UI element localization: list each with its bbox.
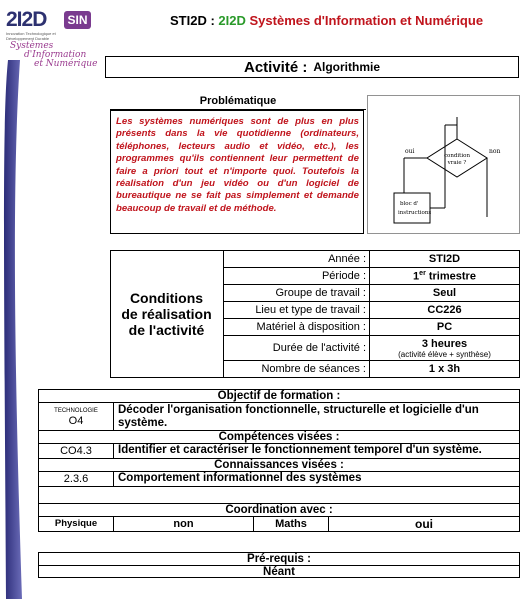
activity-label: Activité : <box>243 58 308 76</box>
title-sin: Systèmes d'Information et Numérique <box>249 13 484 28</box>
prerequisites-value: Néant <box>38 565 520 578</box>
logo-2i2d: 2I2D <box>6 8 47 31</box>
logo <box>6 8 110 70</box>
problem-title: Problématique <box>110 95 366 110</box>
condition-row-period: Période : 1er trimestre <box>224 268 520 285</box>
objective-header: Objectif de formation : <box>38 389 520 402</box>
coordination-value-1: non <box>114 517 254 531</box>
objective-code-small: TECHNOLOGIE <box>54 408 98 414</box>
skills-text: Identifier et caractériser le fonctionnement temporel d'un système. <box>118 444 482 456</box>
conditions-table <box>223 250 520 378</box>
knowledge-row <box>38 471 520 486</box>
conditions-title-1: Conditions <box>129 290 204 306</box>
problem-text: Les systèmes numériques sont de plus en plus présents dans la vie quotidienne (ordinateurs, téléphones, lecteurs audio et vidéo, etc.), les programmes qu'ils contiennent leur permettent de faire a priori tout et n'importe quoi. Toutefois la réalisation d'un jeu vidéo ou d'un logiciel de bureautique ne se fait pas simplement et demande beaucoup de travail et de méthode. <box>110 110 364 234</box>
diagram-no: non <box>489 148 501 155</box>
conditions-title <box>110 250 223 378</box>
logo-script-2: d'Information <box>24 50 87 60</box>
objective-code: O4 <box>68 415 84 427</box>
diagram-block-2: instructions <box>398 210 432 216</box>
conditions-title-3: de l'activité <box>128 322 205 338</box>
knowledge-text: Comportement informationnel des systèmes <box>118 472 362 484</box>
objective-text: Décoder l'organisation fonctionnelle, structurelle et logicielle d'un système. <box>118 404 479 429</box>
diagram-condition-2: vraie ? <box>447 160 467 166</box>
coordination-header: Coordination avec : <box>38 503 520 516</box>
empty-row <box>38 486 520 503</box>
title-sti2d: STI2D : <box>170 13 215 28</box>
skills-header: Compétences visées : <box>38 430 520 443</box>
condition-row-duration: Durée de l'activité : 3 heures (activité élève + synthèse) <box>224 336 520 361</box>
skills-code: CO4.3 <box>39 444 114 458</box>
skills-row <box>38 443 520 458</box>
prerequisites-block <box>38 552 520 578</box>
objective-row <box>38 402 520 430</box>
condition-row-place: Lieu et type de travail : CC226 <box>224 302 520 319</box>
title-i2d: 2I2D <box>218 13 246 28</box>
activity-name: Algorithmie <box>313 60 381 74</box>
prerequisites-header: Pré-requis : <box>38 552 520 565</box>
logo-script-1: Systèmes <box>10 41 54 51</box>
activity-banner <box>105 56 519 78</box>
coordination-subject-2: Maths <box>254 517 329 531</box>
condition-row-material: Matériel à disposition : PC <box>224 319 520 336</box>
coordination-subject-1: Physique <box>39 517 114 531</box>
condition-row-group: Groupe de travail : Seul <box>224 285 520 302</box>
diagram-block-1: bloc d' <box>400 201 419 207</box>
knowledge-code: 2.3.6 <box>39 472 114 486</box>
objectives-block <box>38 389 520 532</box>
logo-script-3: et Numérique <box>34 59 98 69</box>
condition-row-sessions: Nombre de séances : 1 x 3h <box>224 361 520 378</box>
logo-sin: SIN <box>64 11 91 29</box>
coordination-value-2: oui <box>415 517 433 531</box>
diagram-yes: oui <box>405 148 415 155</box>
conditions-title-2: de réalisation <box>121 306 212 322</box>
knowledge-header: Connaissances visées : <box>38 458 520 471</box>
condition-row-year: Année : STI2D <box>224 251 520 268</box>
page-title <box>170 13 483 28</box>
flowchart-diagram <box>367 95 520 234</box>
coordination-row <box>38 516 520 532</box>
logo-tagline: Innovation Technologique et Développement Durable <box>6 31 56 41</box>
diagram-condition-1: condition <box>443 153 471 159</box>
decorative-swoosh <box>0 60 22 599</box>
